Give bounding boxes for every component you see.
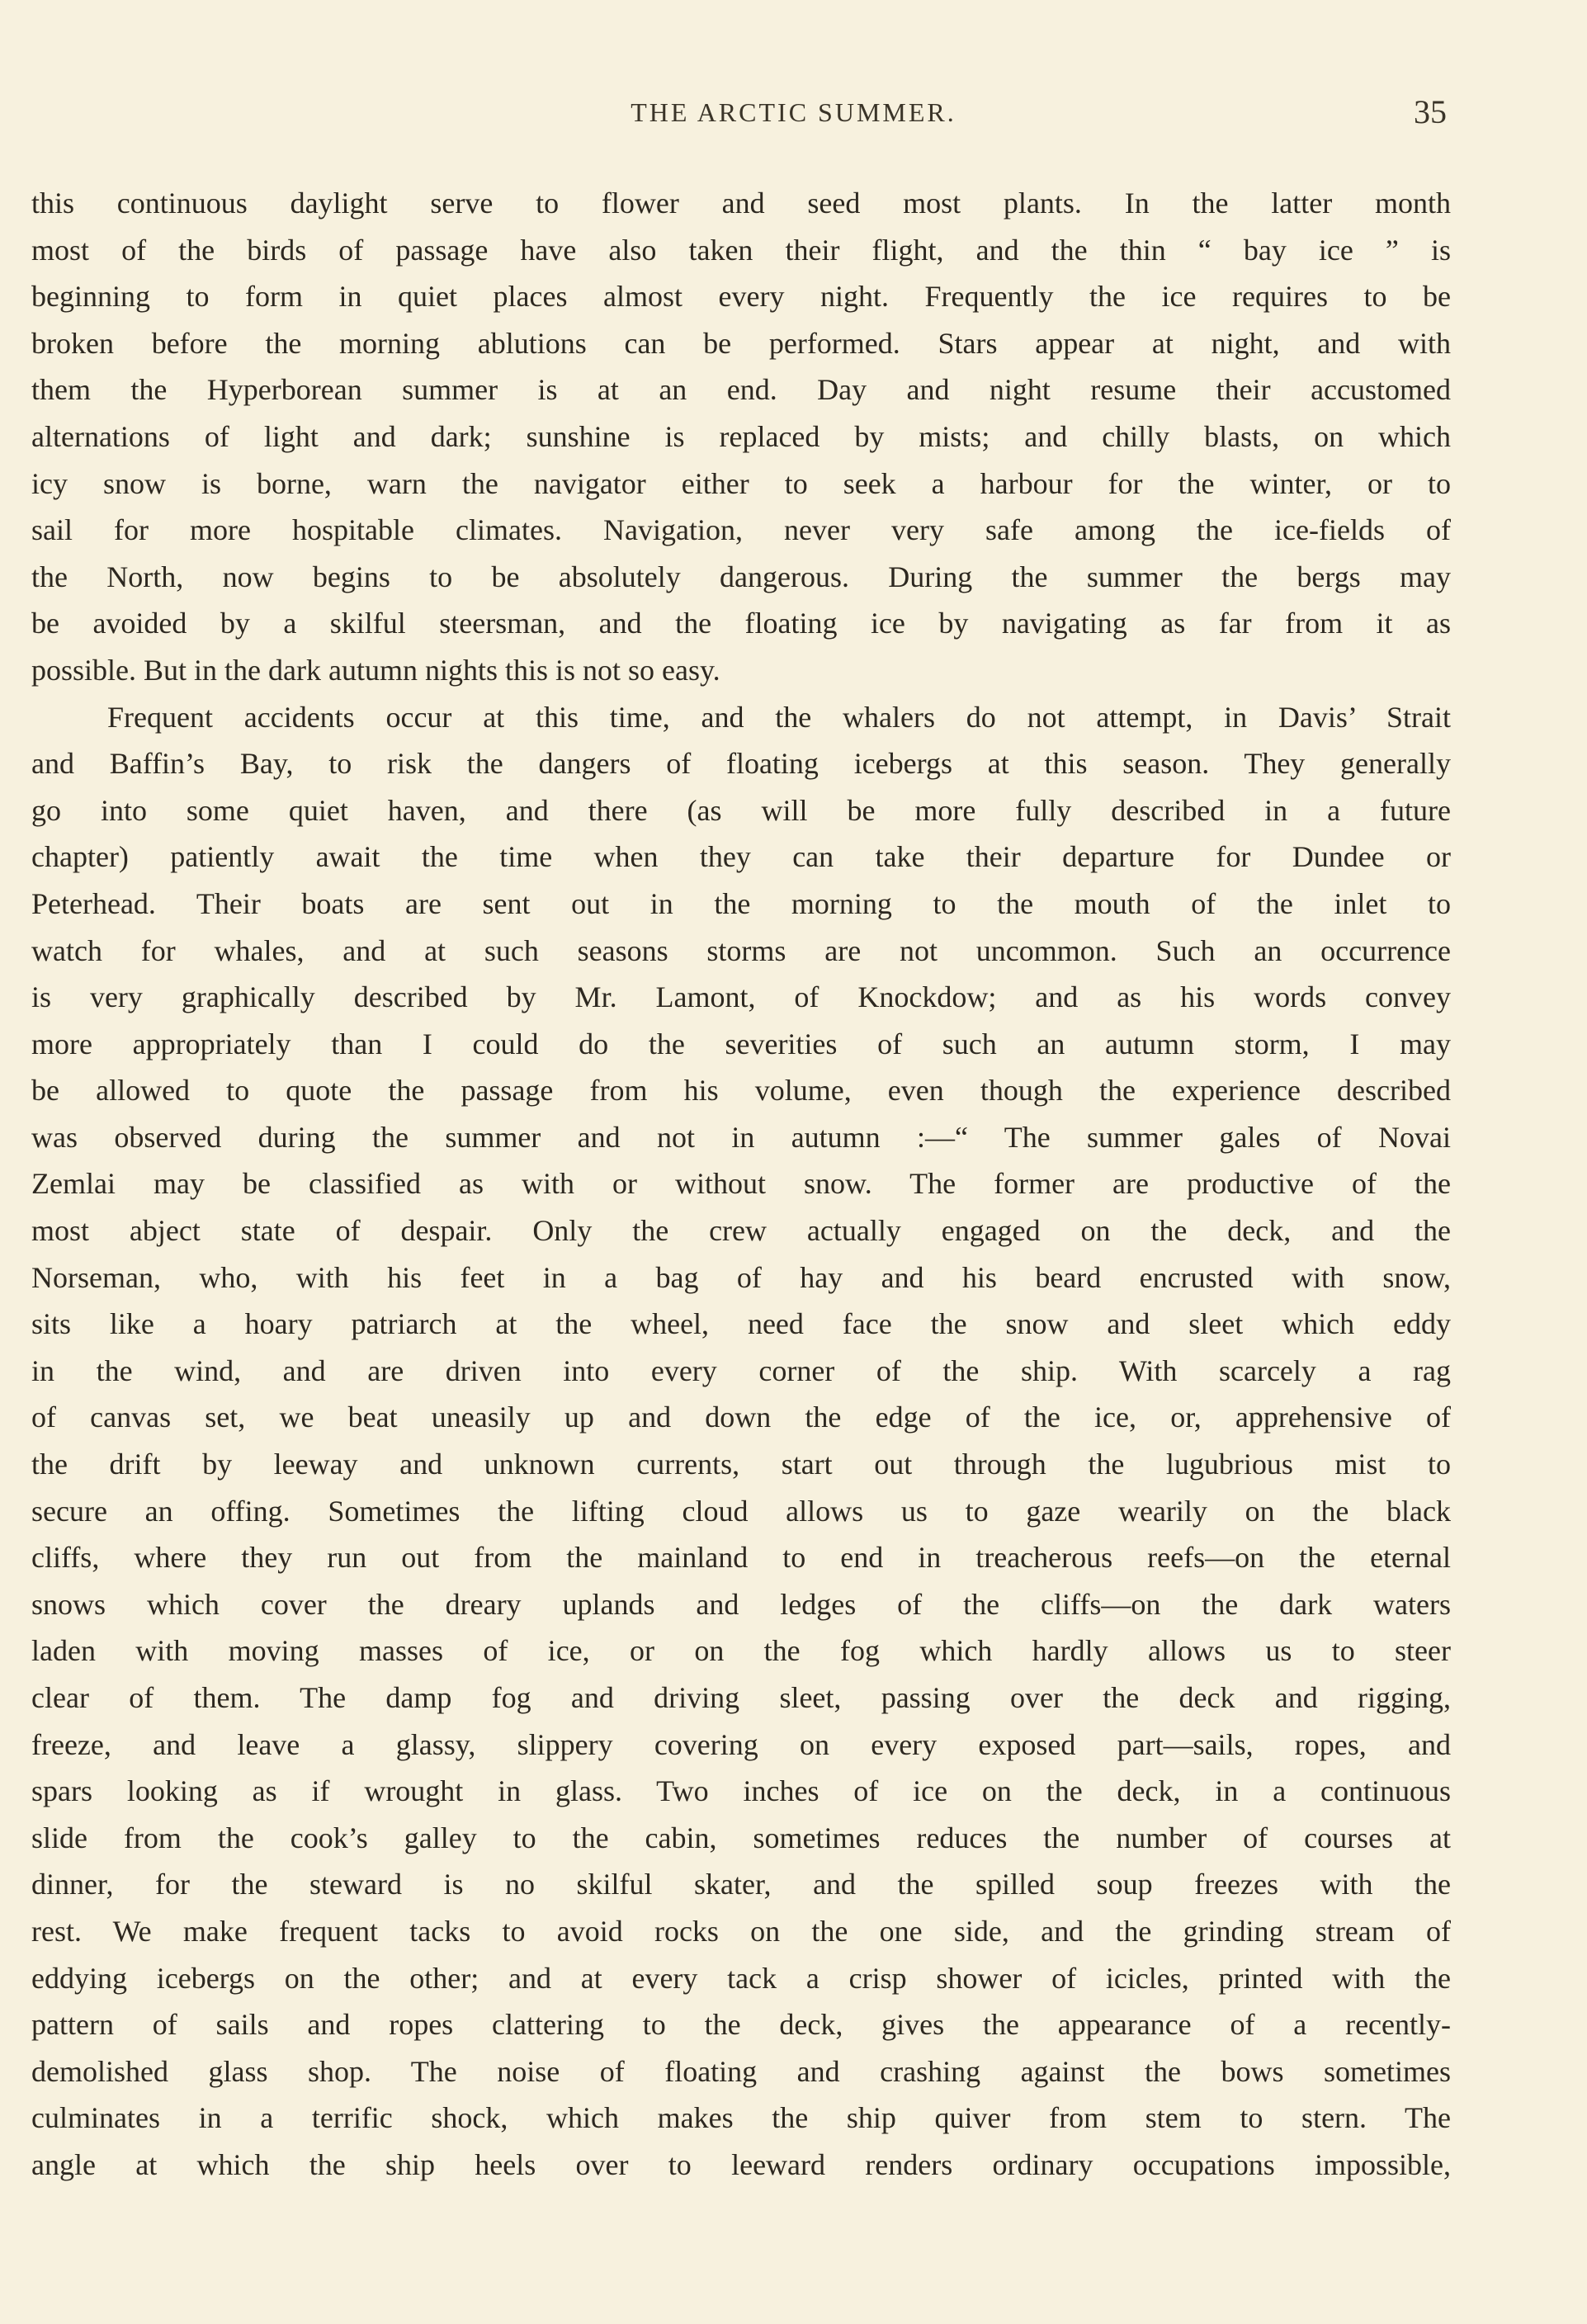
text-line: chapter) patiently await the time when they can take their departure for Dundee or bbox=[31, 840, 1451, 874]
text-line: more appropriately than I could do the severities of such an autumn storm, I may bbox=[31, 1027, 1451, 1060]
text-line: alternations of light and dark; sunshine is replaced by mists; and chilly blasts, on which bbox=[31, 419, 1451, 453]
running-title: THE ARCTIC SUMMER. bbox=[631, 97, 956, 127]
text-line: broken before the morning ablutions can be performed. Stars appear at night, and with bbox=[31, 326, 1451, 360]
text-line: snows which cover the dreary uplands and ledges of the cliffs—on the dark waters bbox=[31, 1587, 1451, 1621]
text-line: freeze, and leave a glassy, slippery covering on every exposed part—sails, ropes, and bbox=[31, 1727, 1451, 1761]
text-line: Zemlai may be classified as with or without snow. The former are productive of the bbox=[31, 1167, 1451, 1201]
text-line: of canvas set, we beat uneasily up and down the edge of the ice, or, apprehensive of bbox=[31, 1401, 1451, 1434]
text-line: them the Hyperborean summer is at an end. Day and night resume their accustomed bbox=[31, 373, 1451, 407]
text-line: slide from the cook’s galley to the cabin, sometimes reduces the number of courses at bbox=[31, 1821, 1451, 1854]
page-number: 35 bbox=[1414, 93, 1447, 130]
text-line: dinner, for the steward is no skilful skater, and the spilled soup freezes with the bbox=[31, 1868, 1451, 1901]
paragraph-2 bbox=[31, 694, 1451, 2189]
text-line: clear of them. The damp fog and driving sleet, passing over the deck and rigging, bbox=[31, 1681, 1451, 1714]
text-line: spars looking as if wrought in glass. Two inches of ice on the deck, in a continuous bbox=[31, 1774, 1451, 1808]
text-line: is very graphically described by Mr. Lamont, of Knockdow; and as his words convey bbox=[31, 980, 1451, 1014]
text-line: go into some quiet haven, and there (as will be more fully described in a future bbox=[31, 793, 1451, 827]
text-line: sits like a hoary patriarch at the wheel, need face the snow and sleet which eddy bbox=[31, 1307, 1451, 1341]
text-line: the drift by leeway and unknown currents, start out through the lugubrious mist to bbox=[31, 1448, 1451, 1481]
text-line: in the wind, and are driven into every corner of the ship. With scarcely a rag bbox=[31, 1353, 1451, 1387]
text-line: this continuous daylight serve to flower and seed most plants. In the latter month bbox=[31, 187, 1451, 220]
text-line: Peterhead. Their boats are sent out in the morning to the mouth of the inlet to bbox=[31, 886, 1451, 920]
text-line: and Baffin’s Bay, to risk the dangers of floating icebergs at this season. They generally bbox=[31, 747, 1451, 781]
text-line: angle at which the ship heels over to leeward renders ordinary occupations impossible, bbox=[31, 2147, 1451, 2181]
body-text bbox=[31, 180, 1451, 2189]
text-line: culminates in a terrific shock, which makes the ship quiver from stem to stern. The bbox=[31, 2101, 1451, 2135]
running-head bbox=[0, 93, 1587, 147]
text-line: eddying icebergs on the other; and at every tack a crisp shower of icicles, printed with the bbox=[31, 1961, 1451, 1995]
text-line: most abject state of despair. Only the crew actually engaged on the deck, and the bbox=[31, 1214, 1451, 1248]
text-line: most of the birds of passage have also taken their flight, and the thin “ bay ice ” is bbox=[31, 233, 1451, 267]
text-line: demolished glass shop. The noise of floating and crashing against the bows sometimes bbox=[31, 2054, 1451, 2088]
text-line: watch for whales, and at such seasons storms are not uncommon. Such an occurrence bbox=[31, 933, 1451, 967]
text-line: was observed during the summer and not in autumn :—“ The summer gales of Novai bbox=[31, 1120, 1451, 1154]
text-line: laden with moving masses of ice, or on the fog which hardly allows us to steer bbox=[31, 1634, 1451, 1668]
text-line: beginning to form in quiet places almost every night. Frequently the ice requires to be bbox=[31, 280, 1451, 314]
text-line: Norseman, who, with his feet in a bag of hay and his beard encrusted with snow, bbox=[31, 1260, 1451, 1294]
text-line: be avoided by a skilful steersman, and the floating ice by navigating as far from it as bbox=[31, 607, 1451, 640]
text-line: pattern of sails and ropes clattering to the deck, gives the appearance of a recently- bbox=[31, 2008, 1451, 2042]
text-line: secure an offing. Sometimes the lifting cloud allows us to gaze wearily on the black bbox=[31, 1494, 1451, 1528]
text-line: the North, now begins to be absolutely dangerous. During the summer the bergs may bbox=[31, 560, 1451, 593]
text-line: sail for more hospitable climates. Navigation, never very safe among the ice-fields of bbox=[31, 513, 1451, 547]
text-line: icy snow is borne, warn the navigator either to seek a harbour for the winter, or to bbox=[31, 466, 1451, 500]
text-line: be allowed to quote the passage from his volume, even though the experience described bbox=[31, 1074, 1451, 1108]
paragraph-1 bbox=[31, 180, 1451, 694]
text-line: possible. But in the dark autumn nights this is not so easy. bbox=[31, 653, 720, 687]
text-line: cliffs, where they run out from the mainland to end in treacherous reefs—on the eternal bbox=[31, 1541, 1451, 1575]
text-line: rest. We make frequent tacks to avoid rocks on the one side, and the grinding stream of bbox=[31, 1914, 1451, 1948]
text-line: Frequent accidents occur at this time, and the whalers do not attempt, in Davis’ Strait bbox=[107, 700, 1451, 734]
